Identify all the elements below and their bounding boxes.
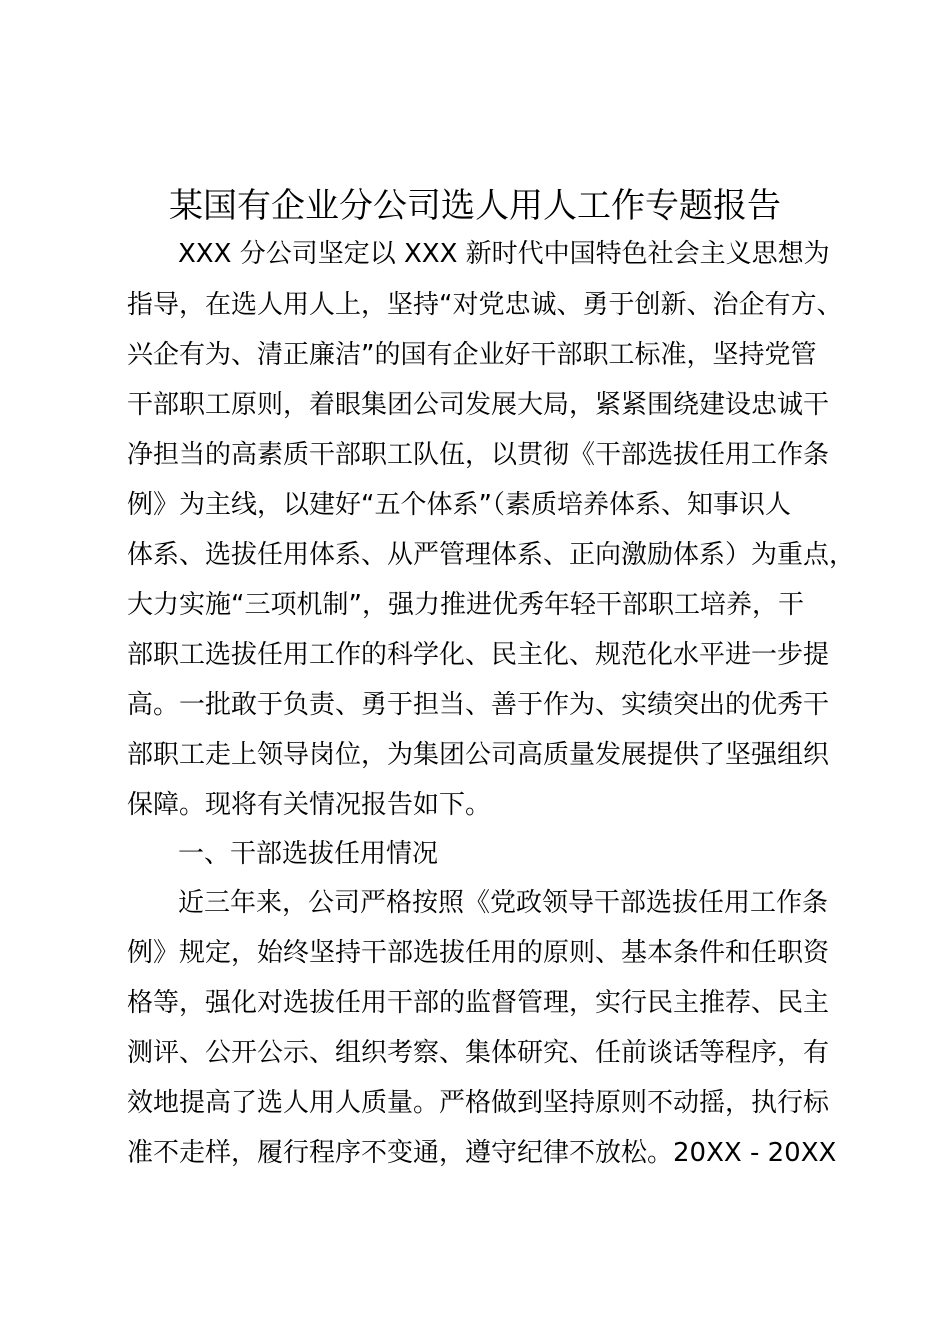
paragraph-line: 保障。现将有关情况报告如下。 [127,790,492,820]
paragraph-line: 例》规定，始终坚持干部选拔任用的原则、基本条件和任职资 [127,938,830,968]
paragraph-line: 准不走样，履行程序不变通，遵守纪律不放松。20XX - 20XX [127,1138,837,1168]
section-heading: 一、干部选拔任用情况 [178,839,439,869]
paragraph-line: 兴企有为、清正廉洁”的国有企业好干部职工标准，坚持党管 [127,340,817,370]
paragraph-line: 部职工走上领导岗位，为集团公司高质量发展提供了坚强组织 [127,740,830,770]
paragraph-line: 例》为主线，以建好“五个体系”（素质培养体系、知事识人 [127,490,791,520]
paragraph-line: 测评、公开公示、组织考察、集体研究、任前谈话等程序，有 [127,1038,830,1068]
paragraph-line: XXX 分公司坚定以 XXX 新时代中国特色社会主义思想为 [178,239,830,269]
paragraph-line: 近三年来，公司严格按照《党政领导干部选拔任用工作条 [178,888,829,918]
paragraph-line: 效地提高了选人用人质量。严格做到坚持原则不动摇，执行标 [127,1088,830,1118]
document-title: 某国有企业分公司选人用人工作专题报告 [169,186,781,226]
paragraph-line: 大力实施“三项机制”，强力推进优秀年轻干部职工培养，干 [127,590,804,620]
paragraph-line: 净担当的高素质干部职工队伍，以贯彻《干部选拔任用工作条 [127,440,830,470]
paragraph-line: 指导，在选人用人上，坚持“对党忠诚、勇于创新、治企有方、 [127,290,843,320]
paragraph-line: 高。一批敢于负责、勇于担当、善于作为、实绩突出的优秀干 [127,690,830,720]
paragraph-line: 部职工选拔任用工作的科学化、民主化、规范化水平进一步提 [127,640,830,670]
paragraph-line: 格等，强化对选拔任用干部的监督管理，实行民主推荐、民主 [127,988,830,1018]
paragraph-line: 干部职工原则，着眼集团公司发展大局，紧紧围绕建设忠诚干 [127,390,830,420]
paragraph-line: 体系、选拔任用体系、从严管理体系、正向激励体系）为重点， [127,540,856,570]
